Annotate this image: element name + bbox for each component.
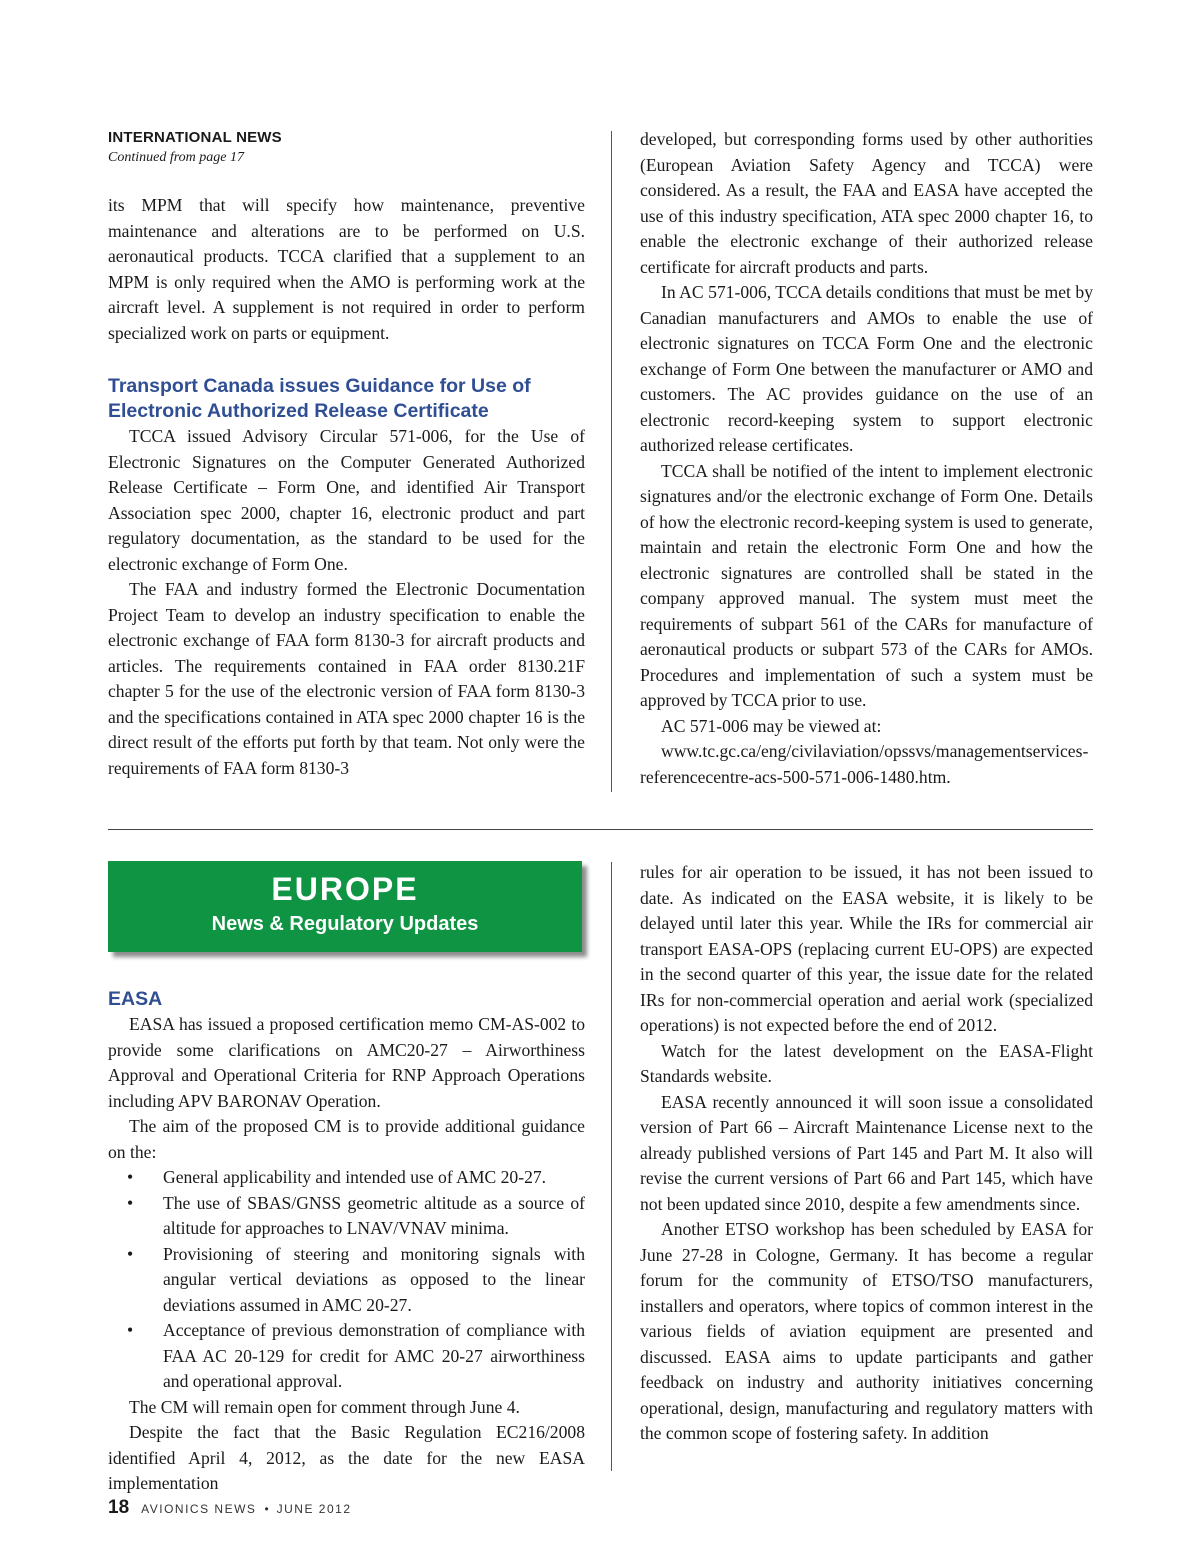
article-paragraph: rules for air operation to be issued, it has not been issued to date. As indicated on the EASA website, it is likely to be delayed until later this year. While the IRs for commercial air transport EASA-OPS (replacing current EU-OPS) are expected in the second quarter of this year, the issue date for the related IRs for non-commercial operation and aerial work (specialized operations) is not expected before the end of 2012. [640,862,1093,1035]
list-item: • Provisioning of steering and monitoring signals with angular vertical deviations as opposed to the linear deviations assumed in AMC 20-27. [127,1243,585,1315]
europe-banner [108,861,582,952]
article-paragraph: Despite the fact that the Basic Regulation EC216/2008 identified April 4, 2012, as the date for the new EASA implementation [108,1422,585,1493]
article-paragraph: its MPM that will specify how maintenance, preventive maintenance and alterations are to be performed on U.S. aeronautical products. TCCA clarified that a supplement to an MPM is only required when the AMO is performing work at the aircraft level. A supplement is not required in order to perform specialized work on parts or equipment. [108,195,585,343]
article-paragraph: In AC 571-006, TCCA details conditions that must be met by Canadian manufacturers and AMOs to enable the use of electronic signatures on TCCA Form One and the electronic exchange of Form One between the manufacturer or AMO and customers. The AC provides guidance on the use of an electronic record-keeping system to support electronic authorized release certificates. [640,282,1093,455]
column-divider [611,131,612,792]
column-divider [611,862,612,1471]
article-paragraph: The FAA and industry formed the Electronic Documentation Project Team to develop an industry specification to enable the electronic exchange of FAA form 8130-3 for aircraft products and articles. The requirements contained in FAA order 8130.21F chapter 5 for the use of the electronic version of FAA form 8130-3 and the specifications contained in ATA spec 2000 chapter 16 is the direct result of the efforts put forth by that team. Not only were the requirements of FAA form 8130-3 [108,579,585,778]
bottom-left-column [108,987,585,1497]
list-item: • The use of SBAS/GNSS geometric altitude as a source of altitude for approaches to LNAV/VNAV minima. [127,1192,585,1238]
guidance-list [108,1165,585,1395]
bottom-right-column [640,860,1093,1447]
easa-heading: EASA [108,988,163,1010]
footer-separator: • [264,1502,269,1516]
top-right-column [640,127,1093,790]
section-divider [108,829,1093,830]
article-paragraph: Watch for the latest development on the EASA-Flight Standards website. [640,1040,1093,1086]
publication-name: AVIONICS NEWS [141,1502,257,1516]
article-paragraph: EASA recently announced it will soon issue a consolidated version of Part 66 – Aircraft Maintenance License next to the already published versions of Part 145 and Part M. It also will revise the current versions of Part 66 and Part 145, which have not been updated since 2010, despite a few amendments since. [640,1091,1093,1214]
bullet-symbol: • [127,1243,134,1264]
page-footer [108,1497,352,1519]
article-paragraph: EASA has issued a proposed certification memo CM-AS-002 to provide some clarifications on AMC20-27 – Airworthiness Approval and Operational Criteria for RNP Approach Operations including APV BARONAV Operation. [108,1014,585,1111]
europe-title: EUROPE [271,871,419,907]
bullet-symbol: • [127,1320,134,1340]
europe-subtitle: News & Regulatory Updates [211,913,479,935]
page-number: 18 [108,1497,130,1518]
article-paragraph: The CM will remain open for comment through June 4. [129,1396,520,1417]
article-paragraph: developed, but corresponding forms used by other authorities (European Aviation Safety Agency and TCCA) were considered. As a result, the FAA and EASA have accepted the use of this industry specification, ATA spec 2000 chapter 16, to enable the electronic exchange of their authorized release certificate for aircraft products and parts. [640,129,1093,277]
article-heading: Transport Canada issues Guidance for Use of Electronic Authorized Release Certificate [108,375,531,422]
reference-url: www.tc.gc.ca/eng/civilaviation/opssvs/managementservices-referencecentre-acs-500-571-006-1480.htm. [640,741,1089,787]
article-paragraph: The aim of the proposed CM is to provide additional guidance on the: [108,1116,585,1162]
article-paragraph: TCCA issued Advisory Circular 571-006, for the Use of Electronic Signatures on the Computer Generated Authorized Release Certificate – Form One, and identified Air Transport Association spec 2000, chapter 16, electronic product and part regulatory documentation, as the standard to be used for the electronic exchange of Form One. [108,426,585,574]
continued-note: Continued from page 17 [108,150,244,165]
section-label: INTERNATIONAL NEWS [108,129,282,146]
list-item: • Acceptance of previous demonstration of compliance with FAA AC 20-129 for credit for AMC 20-27 airworthiness and operational approval. [127,1320,585,1391]
article-paragraph: AC 571-006 may be viewed at: [661,715,882,736]
list-item: • General applicability and intended use of AMC 20-27. [108,1165,585,1191]
issue-date: JUNE 2012 [276,1502,352,1516]
article-paragraph: TCCA shall be notified of the intent to implement electronic signatures and/or the electronic exchange of Form One. Details of how the electronic record-keeping system is used to generate, maintain and retain the electronic Form One and how the electronic signatures are controlled shall be stated in the company approved manual. The system must meet the requirements of subpart 561 of the CARs for manufacture of aeronautical products or subpart 573 of the CARs for AMOs. Procedures and implementation of such a system must be approved by TCCA prior to use. [640,460,1093,710]
bullet-symbol: • [127,1192,134,1213]
article-paragraph: Another ETSO workshop has been scheduled by EASA for June 27-28 in Cologne, Germany. It has become a regular forum for the community of ETSO/TSO manufacturers, installers and operators, where topics of common interest in the various fields of aviation equipment are presented and discussed. EASA aims to update participants and gather feedback on industry and authority initiatives concerning operational, design, manufacturing and regulatory matters with the common scope of fostering safety. In addition [640,1219,1093,1443]
top-left-column [108,128,585,781]
bullet-symbol: • [127,1167,134,1187]
